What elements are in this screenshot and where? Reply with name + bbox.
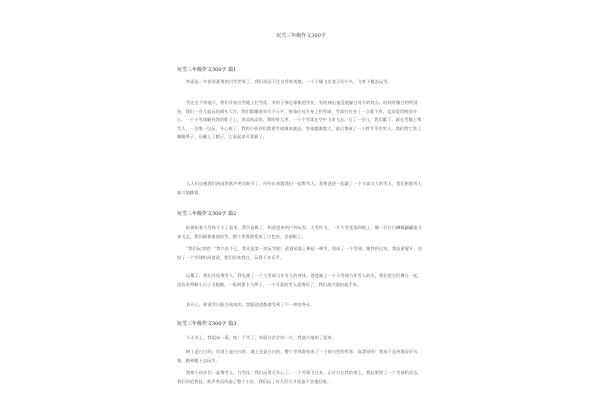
paragraph: 真开心，谁说雪只能冷冰冰的，我跟爸爸都感受到了不一样的冬天。 xyxy=(186,302,315,307)
paragraph: 大人们也被我们热闹的欢声笑语吸引了，纷纷出来跟我们一起堆雪人，我和爸爸一起做了一个又高又大的雪人，我们围着雪人高兴地跳着。 xyxy=(177,181,422,195)
paragraph: “我们玩雪吧！”我兴奋不已，我还是第一次玩雪呢！爸爸从地上捧起一捧雪，捏成了一个雪球，朝我扔过来，我赶紧躲开，也捏了一个雪球扔向爸爸，我们你来我往，玩得不亦乐乎。 xyxy=(177,246,423,260)
section-heading: 玩雪三年级作文300字 篇2 xyxy=(177,211,237,217)
paragraph: 雪还在不停地下，我们开始在雪地上打雪仗。有的子弹足球般追雪花，有的神出鬼没地躲过对方的攻击。时间好像过的特别快，我们一会儿就玩的满头大汗，我们都嚷着对方不公平，拼命往对方身上扔雪球，雪球打在身上一点都不疼，反而觉得特别开心。一个小雪球砸到我的脖子上，冰凉冰凉的。我哈哈大笑，一个个雪球在空中飞来飞去。打了一会儿，我们累了，就在雪地上堆雪人，一边堆一边玩，开心极了。我和小伙伴们推着雪球滚来滚去，雪球越滚越大，最后堆成了一个胖乎乎的雪人，我们给它装上眼睛鼻子，还戴上了帽子，它看起来可爱极了。 xyxy=(177,100,422,140)
paragraph: 树上是白白的，房顶上是白白的，地上也是白白的，整个世界都变成了一个银白色的世界，真漂亮呀！我迫不及待地穿好衣服，跑到楼下去玩雪。 xyxy=(177,349,418,363)
paragraph: 我和小伙伴们一起堆雪人，打雪仗，我们玩得可开心了。一个雪球飞过来，正好打在我的身上，我赶紧捏了一个雪球扔回去，我们你追我赶，欢声笑语传遍了整个小区，我们玩了好久好久才依依不舍地回家。 xyxy=(177,370,422,384)
paragraph: 玩累了，我们开始堆雪人，我先滚了一个大雪球当作雪人的身体，爸爸滚了一个小雪球当作雪人的头，我们把它们叠在一起，再找来两颗小石子当眼睛，一根胡萝卜当鼻子，一个可爱的雪人就堆好了，我们高兴地拍起手来。 xyxy=(177,273,422,287)
paragraph: 今天早上，我起床一看，哇！下雪了，外面白茫茫的一片，我高兴地叫了起来。 xyxy=(186,335,337,340)
paragraph: 盼着盼着大雪终于下了起来，我兴奋极了，和爸爸来到户外玩雪，大雪纷飞，一片片雪花落到地上，像一只只白蝴蝶翩翩地飞来飞去，我们踩着地面的雪，整个世界都变成了白色的，美丽极了。 xyxy=(177,225,422,239)
document-page xyxy=(175,18,427,398)
paragraph: 外面是一片银装素裹的白雪世界了，我们再忍不住白雪的诱惑，一个个像飞出笼子的小鸟，飞奔下楼去玩雪。 xyxy=(186,79,392,84)
section-heading: 玩雪三年级作文300字 篇1 xyxy=(177,67,237,73)
section-heading: 玩雪三年级作文300字 篇3 xyxy=(177,321,237,327)
document-title: 玩雪三年级作文300字 xyxy=(276,33,326,39)
